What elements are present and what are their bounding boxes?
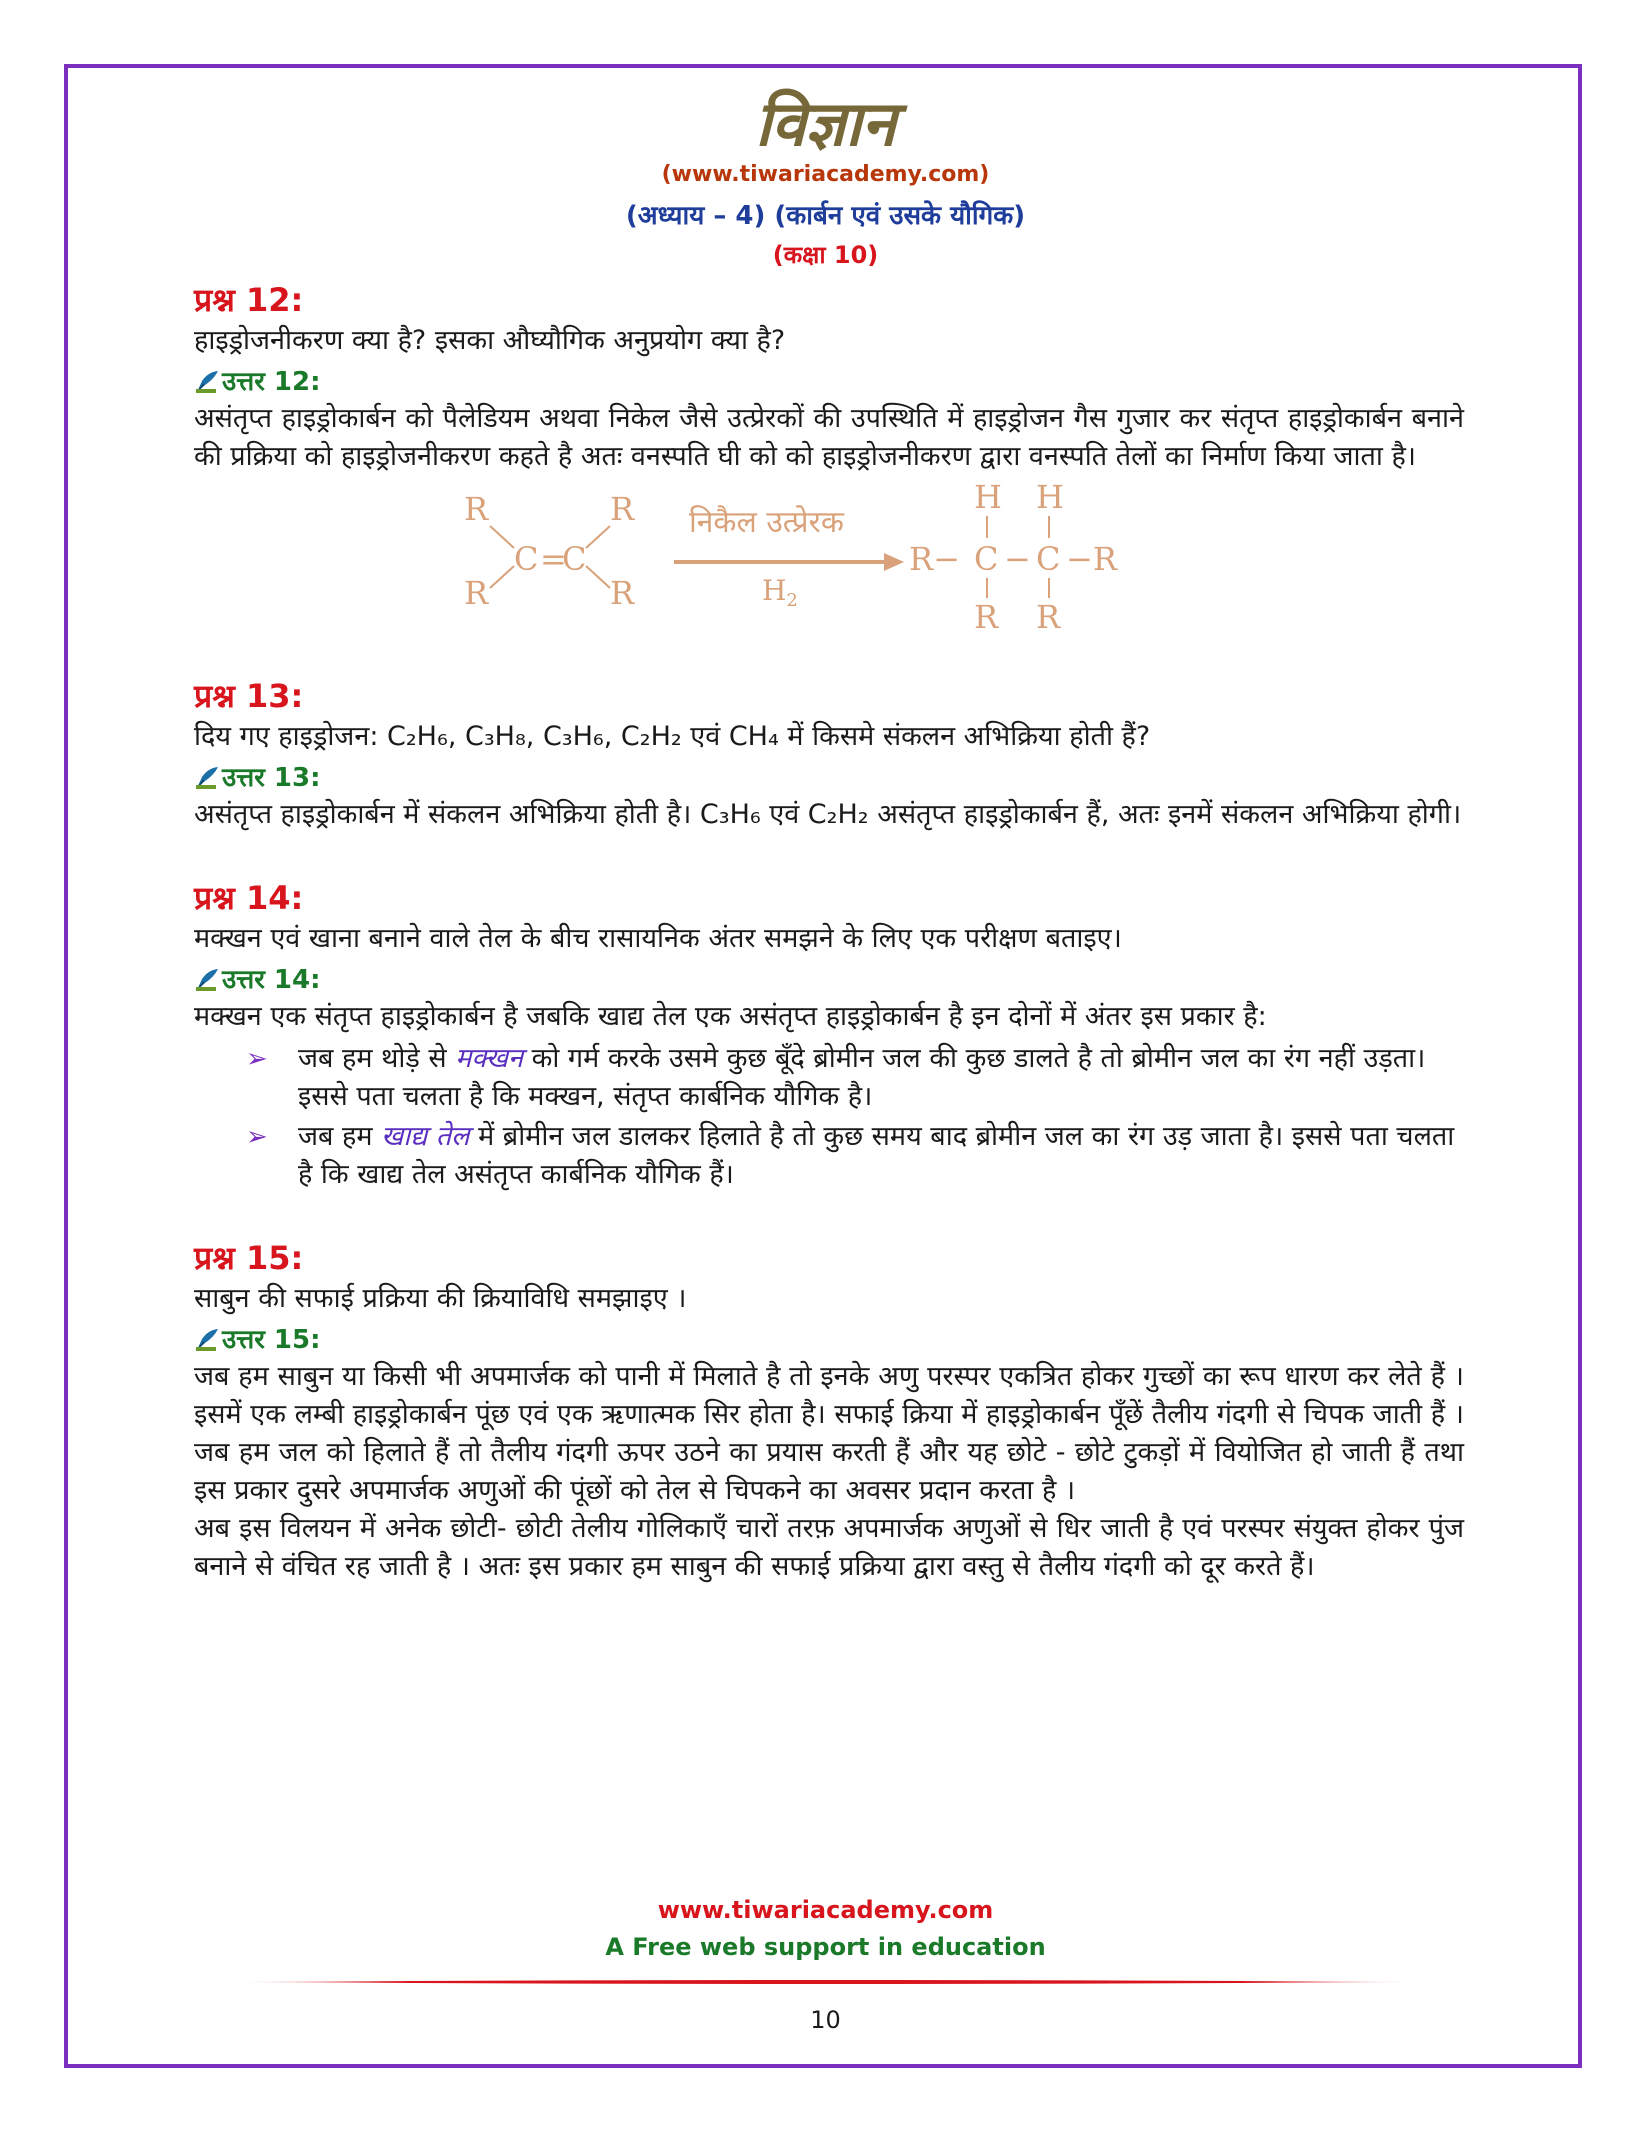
hydrogenation-reaction-diagram xyxy=(444,482,1164,632)
catalyst-label: निकैल उत्प्रेरक xyxy=(689,505,844,540)
question-block-13 xyxy=(194,676,1464,834)
question-block-15 xyxy=(194,1238,1464,1586)
reaction-arrow-icon xyxy=(884,553,904,571)
question-text: दिय गए हाइड्रोजन: C₂H₆, C₃H₈, C₃H₆, C₂H₂ एवं CH₄ में किसमे संकलन अभिक्रिया होती हैं? xyxy=(194,721,1151,752)
main-content xyxy=(194,280,1464,1630)
question-text: हाइड्रोजनीकरण क्या है? इसका औघ्यौगिक अनुप्रयोग क्या है? xyxy=(194,325,786,356)
answer-paragraph-1: जब हम साबुन या किसी भी अपमार्जक को पानी में मिलाते है तो इनके अणु परस्पर एकत्रित होकर गुच्छों का रूप धारण कर लेते हैं । इसमें एक लम्बी हाइड्रोकार्बन पूंछ एवं एक ऋणात्मक सिर होता है। सफाई क्रिया में हाइड्रोकार्बन पूँछें तैलीय गंदगी से चिपक जाती हैं । जब हम जल को हिलाते हैं तो तैलीय गंदगी ऊपर उठने का प्रयास करती हैं और यह छोटे - छोटे टुकड़ों में वियोजित हो जाती हैं तथा इस प्रकार दुसरे अपमार्जक अणुओं की पूंछों को तेल से चिपकने का अवसर प्रदान करता है । xyxy=(194,1361,1464,1506)
product-h-top-2: H xyxy=(1036,482,1064,516)
question-text: साबुन की सफाई प्रक्रिया की क्रियाविधि समझाइए । xyxy=(194,1283,687,1314)
bullet-text: जब हम थोड़े से मक्खन को गर्म करके उसमे कुछ बूँदे ब्रोमीन जल की कुछ डालते है तो ब्रोमीन जल का रंग नहीं उड़ता। इससे पता चलता है कि मक्खन, संतृप्त कार्बनिक यौगिक है। xyxy=(298,1043,1426,1112)
question-block-12 xyxy=(194,280,1464,632)
reactant-r-top-left: R xyxy=(464,490,489,528)
answer-label: उत्तर 12: xyxy=(222,367,321,397)
arrow-bullet-icon: ➢ xyxy=(246,1122,268,1152)
answer-text: मक्खन एक संतृप्त हाइड्रोकार्बन है जबकि खाद्य तेल एक असंतृप्त हाइड्रोकार्बन है इन दोनों में अंतर इस प्रकार है: xyxy=(194,1001,1267,1032)
question-block-14 xyxy=(194,878,1464,1194)
page-number: 10 xyxy=(810,2006,841,2034)
chapter-heading: (अध्याय – 4) (कार्बन एवं उसके यौगिक) xyxy=(625,201,1026,231)
answer-text: असंतृप्त हाइड्रोकार्बन में संकलन अभिक्रिया होती है। C₃H₆ एवं C₂H₂ असंतृप्त हाइड्रोकार्बन हैं, अतः इनमें संकलन अभिक्रिया होगी। xyxy=(194,799,1462,830)
answer-heading xyxy=(194,962,1464,998)
bullet-list xyxy=(194,1040,1464,1194)
reactant-r-bottom-left: R xyxy=(464,574,489,612)
answer-label: उत्तर 14: xyxy=(222,965,321,995)
question-label: प्रश्न 13: xyxy=(194,677,304,715)
pen-icon xyxy=(194,369,220,395)
bullet-text: जब हम खाद्य तेल में ब्रोमीन जल डालकर हिलाते है तो कुछ समय बाद ब्रोमीन जल का रंग उड़ जाता है। इससे पता चलता है कि खाद्य तेल असंतृप्त कार्बनिक यौगिक हैं। xyxy=(298,1121,1455,1190)
product-r-bottom-2: R xyxy=(1036,598,1061,632)
reactant-r-top-right: R xyxy=(610,490,635,528)
product-left-group: R− xyxy=(909,540,960,578)
reactant-r-bottom-right: R xyxy=(610,574,635,612)
product-carbon-1: C xyxy=(974,540,999,578)
highlight-term: मक्खन xyxy=(455,1043,523,1074)
answer-paragraph-2: अब इस विलयन में अनेक छोटी- छोटी तेलीय गोलिकाएँ चारों तरफ़ अपमार्जक अणुओं से धिर जाती है एवं परस्पर संयुक्त होकर पुंज बनाने से वंचित रह जाती है । अतः इस प्रकार हम साबुन की सफाई प्रक्रिया द्वारा वस्तु से तैलीय गंदगी को दूर करते हैं। xyxy=(194,1513,1464,1582)
answer-text: असंतृप्त हाइड्रोकार्बन को पैलेडियम अथवा निकेल जैसे उत्प्रेरकों की उपस्थिति में हाइड्रोजन गैस गुजार कर संतृप्त हाइड्रोकार्बन बनाने की प्रक्रिया को हाइड्रोजनीकरण कहते है अतः वनस्पति घी को को हाइड्रोजनीकरण द्वारा वनस्पति तेलों का निर्माण किया जाता है। xyxy=(194,403,1464,472)
reactant-carbon-right: C xyxy=(562,540,587,578)
footer-divider xyxy=(232,1978,1418,1986)
product-right-group: −R xyxy=(1066,540,1117,578)
list-item xyxy=(194,1040,1464,1116)
page-title: विज्ञान xyxy=(755,87,896,160)
reagent-h2: $H_2$ xyxy=(762,574,798,611)
answer-heading xyxy=(194,760,1464,796)
product-h-top-1: H xyxy=(974,482,1002,516)
answer-heading xyxy=(194,1322,1464,1358)
product-bond: − xyxy=(1004,540,1031,578)
answer-label: उत्तर 15: xyxy=(222,1325,321,1355)
pen-icon xyxy=(194,765,220,791)
answer-label: उत्तर 13: xyxy=(222,763,321,793)
pen-icon xyxy=(194,1327,220,1353)
highlight-term: खाद्य तेल xyxy=(381,1121,470,1152)
product-r-bottom-1: R xyxy=(974,598,999,632)
header-website[interactable]: (www.tiwariacademy.com) xyxy=(661,162,990,187)
pen-icon xyxy=(194,967,220,993)
list-item xyxy=(194,1118,1464,1194)
product-carbon-2: C xyxy=(1036,540,1061,578)
question-label: प्रश्न 15: xyxy=(194,1239,304,1277)
arrow-bullet-icon: ➢ xyxy=(246,1044,268,1074)
class-label: (कक्षा 10) xyxy=(772,241,879,269)
footer-tagline: A Free web support in education xyxy=(605,1933,1046,1961)
question-label: प्रश्न 14: xyxy=(194,879,304,917)
question-text: मक्खन एवं खाना बनाने वाले तेल के बीच रासायनिक अंतर समझने के लिए एक परीक्षण बताइए। xyxy=(194,923,1122,954)
question-label: प्रश्न 12: xyxy=(194,281,304,319)
reactant-double-bond: = xyxy=(540,540,567,578)
footer-website-link[interactable]: www.tiwariacademy.com xyxy=(657,1896,994,1924)
answer-heading xyxy=(194,364,1464,400)
reactant-carbon-left: C xyxy=(514,540,539,578)
